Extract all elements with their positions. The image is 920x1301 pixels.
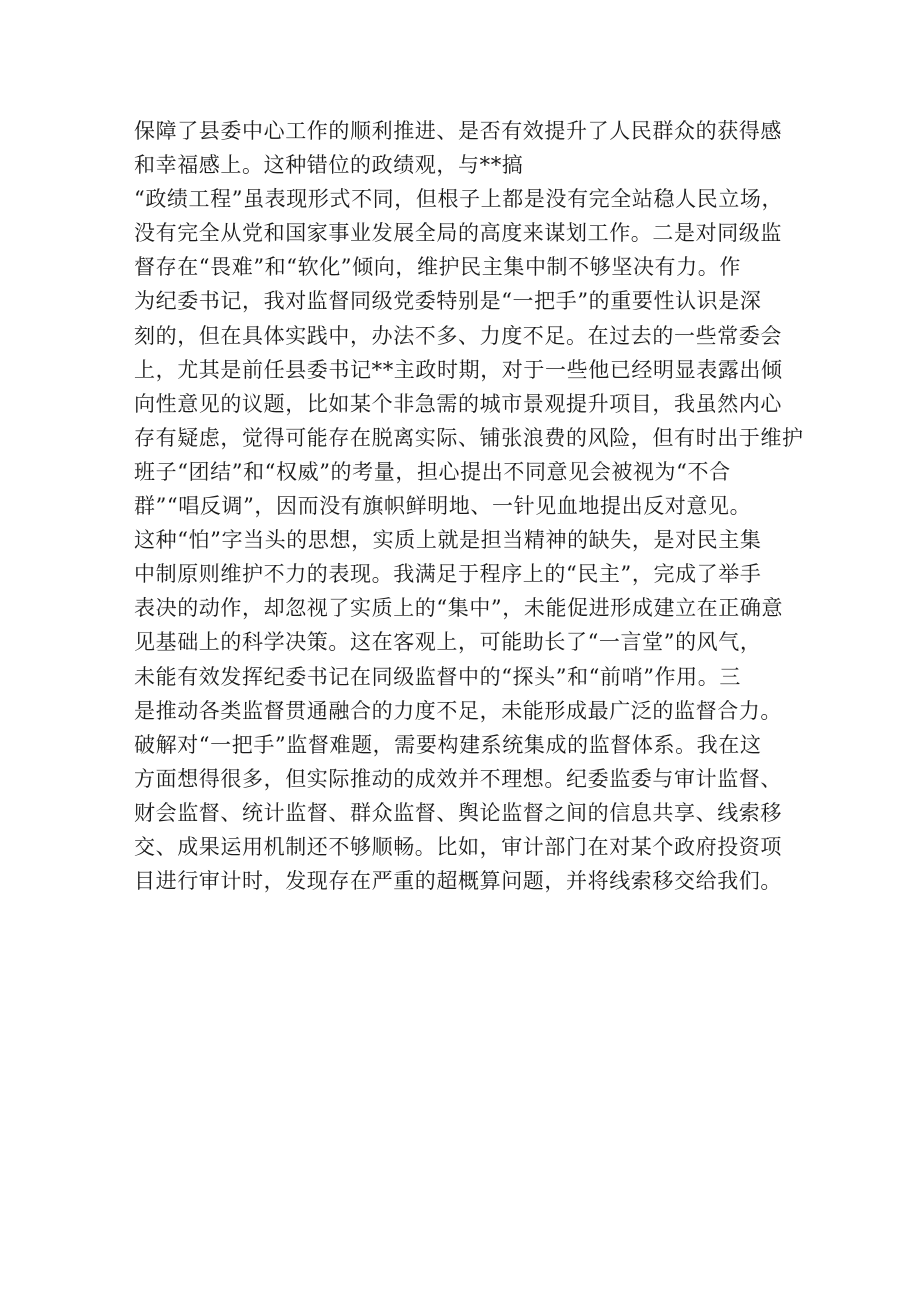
text-line: 这种“怕”字当头的思想，实质上就是担当精神的缺失，是对民主集 — [134, 528, 762, 553]
text-line: 目进行审计时，发现存在严重的超概算问题，并将线索移交给我们。 — [134, 869, 782, 894]
body-text — [134, 114, 804, 898]
text-line: 是推动各类监督贯通融合的力度不足，未能形成最广泛的监督合力。 — [134, 698, 782, 723]
text-line: 为纪委书记，我对监督同级党委特别是“一把手”的重要性认识是深 — [134, 289, 762, 314]
text-line: 财会监督、统计监督、群众监督、舆论监督之间的信息共享、线索移 — [134, 800, 782, 825]
text-line: “政绩工程”虽表现形式不同，但根子上都是没有完全站稳人民立场， — [134, 187, 784, 212]
text-line: 上，尤其是前任县委书记**主政时期，对于一些他已经明显表露出倾 — [134, 357, 783, 382]
text-line: 刻的，但在具体实践中，办法不多、力度不足。在过去的一些常委会 — [134, 323, 782, 348]
text-line: 督存在“畏难”和“软化”倾向，维护民主集中制不够坚决有力。作 — [134, 255, 741, 280]
text-line: 交、成果运用机制还不够顺畅。比如，审计部门在对某个政府投资项 — [134, 834, 782, 859]
text-line: 没有完全从党和国家事业发展全局的高度来谋划工作。二是对同级监 — [134, 221, 782, 246]
text-line: 群”“唱反调”，因而没有旗帜鲜明地、一针见血地提出反对意见。 — [134, 494, 752, 519]
text-line: 和幸福感上。这种错位的政绩观，与**搞 — [134, 153, 524, 178]
text-line: 表决的动作，却忽视了实质上的“集中”，未能促进形成建立在正确意 — [134, 596, 784, 621]
text-line: 见基础上的科学决策。这在客观上，可能助长了“一言堂”的风气， — [134, 630, 762, 655]
text-line: 未能有效发挥纪委书记在同级监督中的“探头”和“前哨”作用。三 — [134, 664, 741, 689]
text-line: 班子“团结”和“权威”的考量，担心提出不同意见会被视为“不合 — [134, 459, 731, 484]
text-line: 保障了县委中心工作的顺利推进、是否有效提升了人民群众的获得感 — [134, 119, 782, 143]
text-line: 破解对“一把手”监督难题，需要构建系统集成的监督体系。我在这 — [134, 732, 762, 757]
text-line: 向性意见的议题，比如某个非急需的城市景观提升项目，我虽然内心 — [134, 391, 782, 416]
text-line: 中制原则维护不力的表现。我满足于程序上的“民主”，完成了举手 — [134, 562, 762, 587]
text-line: 存有疑虑，觉得可能存在脱离实际、铺张浪费的风险，但有时出于维护 — [134, 425, 804, 450]
text-line: 方面想得很多，但实际推动的成效并不理想。纪委监委与审计监督、 — [134, 766, 782, 791]
